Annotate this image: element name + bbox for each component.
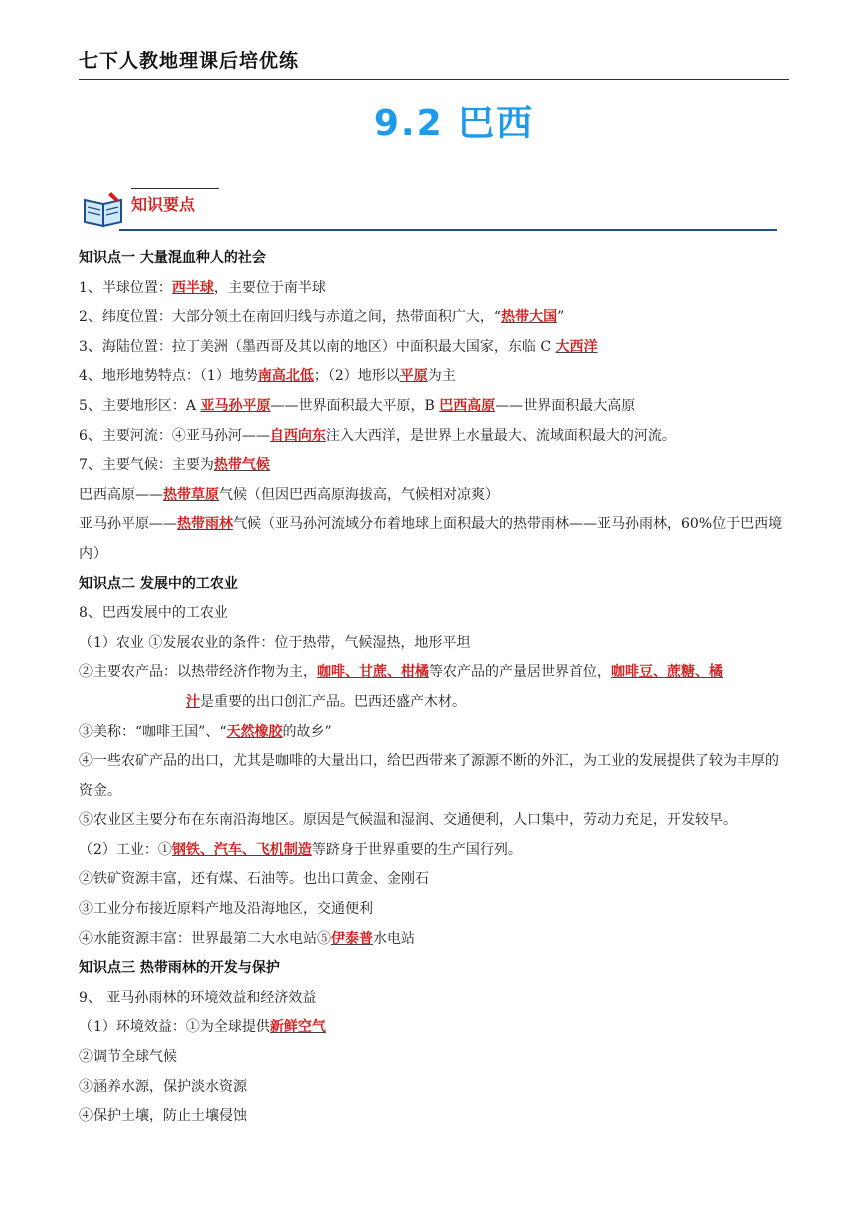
k1-heading: 知识点一 大量混血种人的社会: [79, 250, 266, 266]
answer: 热带草原: [163, 486, 219, 503]
k3-item-5: ④保护土壤，防止土壤侵蚀: [79, 1108, 247, 1125]
answer: 伊泰普: [331, 930, 373, 947]
k1-item-4: 4、地形地势特点：（1）地势南高北低；（2）地形以平原为主: [79, 368, 456, 385]
k2-heading: 知识点二 发展中的工农业: [79, 575, 238, 592]
answer: 南高北低: [257, 368, 314, 385]
k2-item-3: ②主要农产品：以热带经济作物为主，咖啡、甘蔗、柑橘等农产品的产量居世界首位，咖啡豆、蔗糖、橘: [79, 664, 723, 681]
section-label: 知识要点: [131, 195, 196, 214]
k2-item-2: （1）农业 ①发展农业的条件：位于热带，气候湿热，地形平坦: [79, 634, 471, 651]
answer: 咖啡、甘蔗、柑橘: [317, 664, 429, 681]
answer: 自西向东: [269, 427, 326, 444]
label-overline: [131, 188, 219, 189]
answer: 亚马孙平原: [200, 397, 271, 414]
answer: 热带气候: [213, 457, 270, 474]
page-title: 9.2 巴西: [373, 103, 535, 144]
k1-item-1: 1、半球位置：西半球，主要位于南半球: [79, 279, 326, 296]
section-divider: [119, 229, 777, 231]
k1-item-2: 2、纬度位置：大部分领土在南回归线与赤道之间，热带面积广大，“热带大国”: [79, 309, 565, 326]
open-book-icon: [81, 190, 125, 230]
k3-item-1: 9、 亚马孙雨林的环境效益和经济效益: [79, 989, 317, 1006]
k2-item-6: ⑤农业区主要分布在东南沿海地区。原因是气候温和湿润、交通便利，人口集中，劳动力充足，开发较早。: [79, 812, 737, 829]
answer: 咖啡豆、蔗糖、橘: [611, 664, 723, 681]
k3-item-3: ②调节全球气候: [79, 1049, 177, 1066]
answer: 汁: [186, 693, 200, 710]
k1-item-7: 7、主要气候：主要为热带气候: [79, 457, 270, 474]
k3-heading: 知识点三 热带雨林的开发与保护: [79, 960, 280, 977]
answer: 大西洋: [555, 338, 598, 355]
answer: 热带大国: [501, 309, 558, 326]
k3-item-4: ③涵养水源，保护淡水资源: [79, 1078, 247, 1095]
answer: 西半球: [171, 279, 214, 296]
k2-item-3-cont: 汁是重要的出口创汇产品。巴西还盛产木材。: [186, 693, 466, 710]
answer: 热带雨林: [177, 516, 233, 533]
k2-item-9: ③工业分布接近原料产地及沿海地区，交通便利: [79, 901, 373, 918]
k1-item-3: 3、海陆位置：拉丁美洲（墨西哥及其以南的地区）中面积最大国家，东临 C 大西洋: [79, 338, 598, 355]
answer: 新鲜空气: [269, 1019, 326, 1036]
series-title: 七下人教地理课后培优练: [79, 46, 789, 80]
k1-item-9: 亚马孙平原——热带雨林气候（亚马孙河流域分布着地球上面积最大的热带雨林——亚马孙雨林，60%位于巴西境内）: [79, 516, 783, 562]
k2-item-7: （2）工业：①钢铁、汽车、飞机制造等跻身于世界重要的生产国行列。: [79, 841, 522, 858]
k2-item-10: ④水能资源丰富：世界最第二大水电站⑤伊泰普水电站: [79, 930, 415, 947]
answer: 平原: [399, 368, 428, 385]
answer: 钢铁、汽车、飞机制造: [171, 841, 312, 858]
answer: 天然橡胶: [226, 723, 283, 740]
k1-item-6: 6、主要河流：④亚马孙河——自西向东注入大西洋，是世界上水量最大、流域面积最大的河流。: [79, 427, 676, 444]
section-header: [79, 182, 779, 234]
k1-item-5: 5、主要地形区：A 亚马孙平原——世界面积最大平原，B 巴西高原——世界面积最大高原: [79, 397, 636, 414]
k2-item-4: ③美称：“咖啡王国”、“天然橡胶的故乡”: [79, 723, 332, 740]
k3-item-2: （1）环境效益：①为全球提供新鲜空气: [79, 1019, 326, 1036]
k1-item-8: 巴西高原——热带草原气候（但因巴西高原海拔高，气候相对凉爽）: [79, 486, 499, 503]
k2-item-8: ②铁矿资源丰富，还有煤、石油等。也出口黄金、金刚石: [79, 871, 429, 888]
knowledge-content: [79, 244, 792, 1132]
k2-item-5: ④一些农矿产品的出口，尤其是咖啡的大量出口，给巴西带来了源源不断的外汇，为工业的发展提供了较为丰厚的资金。: [79, 753, 779, 799]
k2-item-1: 8、巴西发展中的工农业: [79, 605, 228, 622]
answer: 巴西高原: [439, 397, 496, 414]
